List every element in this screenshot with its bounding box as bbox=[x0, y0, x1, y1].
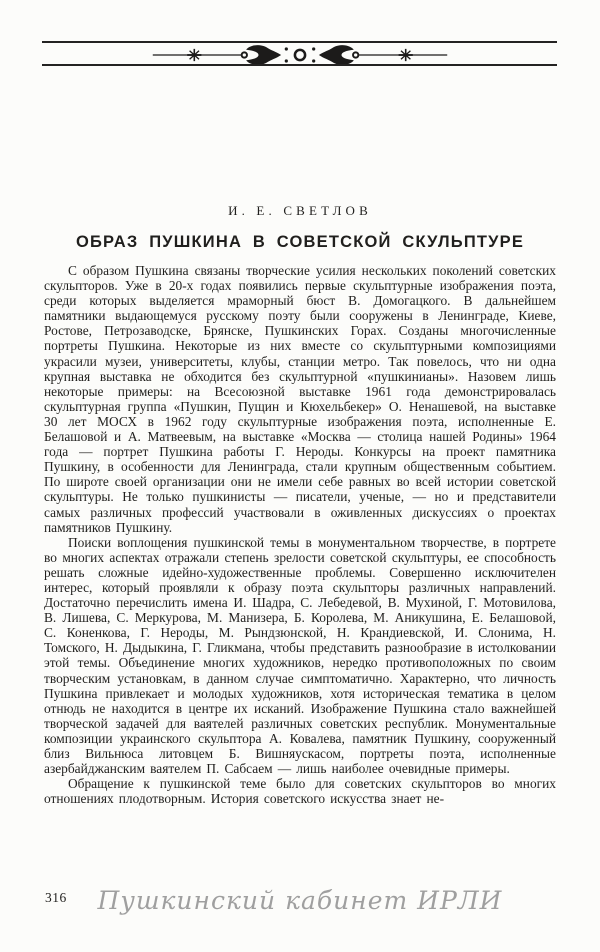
article-body bbox=[44, 263, 556, 806]
library-watermark: Пушкинский кабинет ИРЛИ bbox=[97, 886, 503, 915]
body-paragraph: Поиски воплощения пушкинской темы в монументальном творчестве, в портрете во многих аспектах отражали степень зрелости советской скульптуры, ее способность решать сложные идейно-художественные проблемы. Совершенно исключителен интерес, который проявляли к образу поэта скульпторы различных направлений. Достаточно перечислить имена И. Шадра, С. Лебедевой, В. Мухиной, Г. Мотовилова, В. Лишева, С. Меркурова, М. Манизера, Б. Королева, М. Аникушина, Е. Белашовой, С. Коненкова, Г. Нероды, М. Рындзюнской, Н. Крандиевской, И. Слонима, Н. Томского, Н. Дыдыкина, Г. Гликмана, чтобы представить разнообразие в истолковании этой темы. Объединение многих художников, нередко противоположных по своим творческим установкам, в данном случае симптоматично. Характерно, что личность Пушкина привлекает и молодых художников, хотя историческая тематика в целом отнюдь не находится в центре их исканий. Изображение Пушкина стало важнейшей творческой задачей для ваятелей различных советских республик. Монументальные композиции украинского скульптора А. Ковалева, памятник Пушкину, сооруженный близ Вильнюса литовцем Б. Вишняускасом, портреты поэта, исполненные азербайджанским ваятелем П. Сабсаем — лишь наиболее очевидные примеры. bbox=[44, 534, 556, 777]
body-paragraph: Обращение к пушкинской теме было для советских скульпторов во многих отношениях плодотворным. История советского искусства знает не- bbox=[44, 776, 556, 807]
article-title: ОБРАЗ ПУШКИНА В СОВЕТСКОЙ СКУЛЬПТУРЕ bbox=[75, 233, 525, 251]
page-footer bbox=[0, 886, 600, 936]
author-name: И. Е. СВЕТЛОВ bbox=[228, 203, 372, 218]
header-ornament-icon bbox=[0, 44, 600, 66]
header-rule-top bbox=[42, 41, 557, 43]
page-number: 316 bbox=[45, 890, 67, 905]
body-paragraph: С образом Пушкина связаны творческие усилия нескольких поколений советских скульпторов. Уже в 20-х годах появились первые скульптурные изображения поэта, среди которых выделяется мраморный бюст В. Домогацкого. В дальнейшем памятники выдающемуся русскому поэту были сооружены в Ленинграде, Киеве, Ростове, Петрозаводске, Брянске, Пушкинских Горах. Созданы многочисленные портреты Пушкина. Некоторые из них вместе со скульптурными композициями украсили музеи, университеты, клубы, станции метро. Так повелось, что ни одна крупная выставка не обходится без скульптурной «пушкинианы». Назовем лишь некоторые примеры: на Всесоюзной выставке 1961 года демонстрировалась скульптурная группа «Пушкин, Пущин и Кюхельбекер» О. Ненашевой, на выставке 30 лет МОСХ в 1962 году скульптурные изображения поэта, исполненные Е. Белашовой и А. Матвеевым, на выставке «Москва — столица нашей Родины» 1964 года — портрет Пушкина работы Г. Нероды. Конкурсы на проект памятника Пушкину, в особенности для Ленинграда, стали крупным общественным событием. По широте своей организации они не имели себе равных во всей истории советской скульптуры. Не только пушкинисты — писатели, ученые, — но и представители самых различных профессий участвовали в оживленных дискуссиях о проектах памятников Пушкину. bbox=[44, 263, 556, 535]
header-rule-bottom bbox=[42, 64, 557, 66]
